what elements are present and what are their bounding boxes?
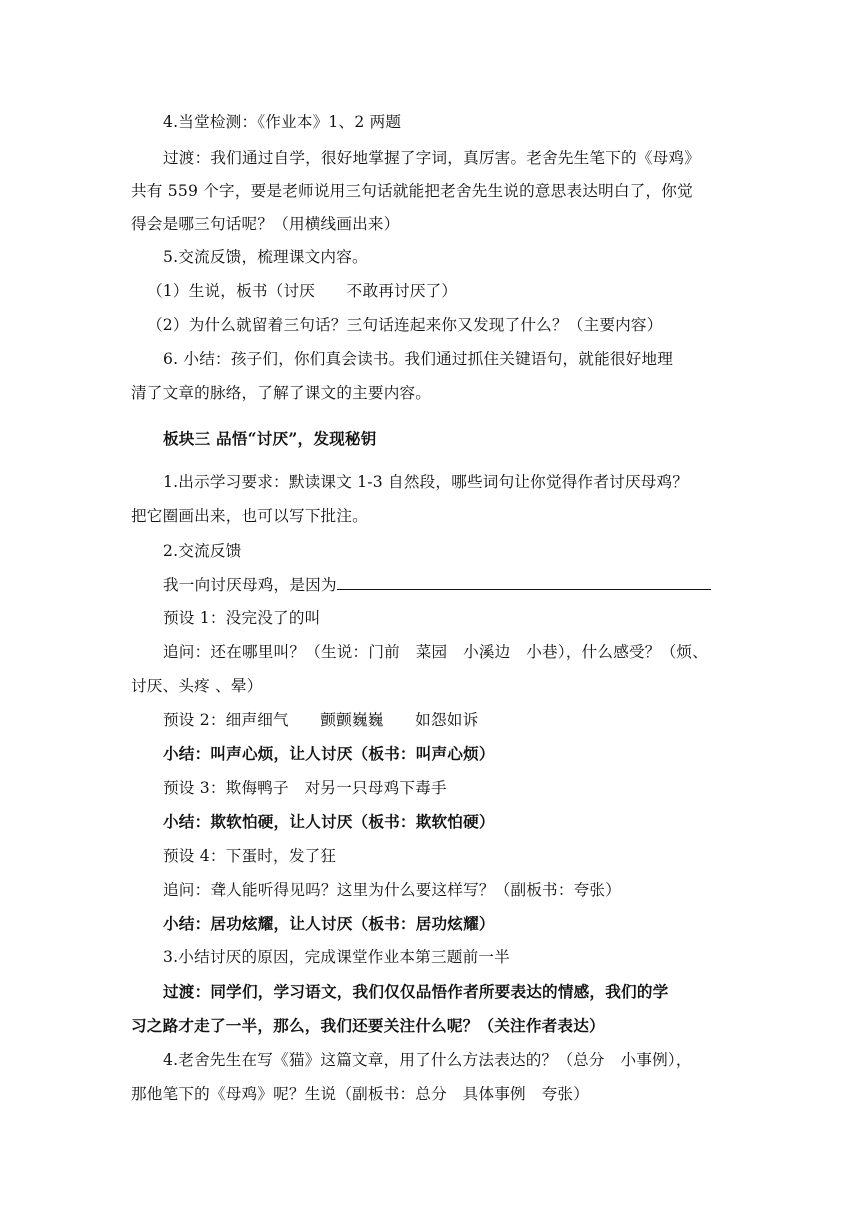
text-line: 4.当堂检测：《作业本》1、2 两题 bbox=[163, 113, 402, 131]
text-line: （1）生说，板书（讨厌 不敢再讨厌了） bbox=[147, 282, 458, 300]
text-line: 预设 4：下蛋时，发了狂 bbox=[163, 847, 337, 865]
text-line: 6. 小结：孩子们，你们真会读书。我们通过抓住关键语句，就能很好地理 bbox=[163, 350, 674, 368]
summary-line: 小结：叫声心烦，让人讨厌（板书：叫声心烦） bbox=[163, 744, 495, 763]
text-line: 3.小结讨厌的原因，完成课堂作业本第三题前一半 bbox=[163, 948, 510, 966]
text-line: 预设 3：欺侮鸭子 对另一只母鸡下毒手 bbox=[163, 779, 447, 797]
text-line: 4.老舍先生在写《猫》这篇文章，用了什么方法表达的？（总分 小事例）， bbox=[163, 1051, 692, 1069]
transition-line: 习之路才走了一半，那么，我们还要关注什么呢？（关注作者表达） bbox=[131, 1016, 605, 1035]
text-line: 那他笔下的《母鸡》呢？生说（副板书：总分 具体事例 夸张） bbox=[131, 1085, 590, 1103]
transition-line: 过渡：同学们，学习语文，我们仅仅品悟作者所要表达的情感，我们的学 bbox=[163, 982, 669, 1001]
text-line: 预设 2：细声细气 颤颤巍巍 如怨如诉 bbox=[163, 711, 479, 729]
text-line: 共有 559 个字，要是老师说用三句话就能把老舍先生说的意思表达明白了，你觉 bbox=[131, 182, 693, 200]
fill-in-prompt: 我一向讨厌母鸡，是因为 bbox=[163, 576, 337, 594]
text-line: 把它圈画出来，也可以写下批注。 bbox=[131, 507, 368, 525]
text-line: 追问：还在哪里叫？（生说：门前 菜园 小溪边 小巷），什么感受？（烦、 bbox=[163, 643, 708, 661]
text-line: 2.交流反馈 bbox=[163, 542, 242, 560]
text-line: （2）为什么就留着三句话？三句话连起来你又发现了什么？（主要内容） bbox=[147, 316, 663, 334]
answer-blank bbox=[337, 573, 711, 590]
text-line: 预设 1：没完没了的叫 bbox=[163, 609, 321, 627]
text-line: 追问：聋人能听得见吗？这里为什么要这样写？（副板书：夸张） bbox=[163, 881, 622, 899]
text-line: 过渡：我们通过自学，很好地掌握了字词，真厉害。老舍先生笔下的《母鸡》 bbox=[163, 149, 700, 167]
text-line: 1.出示学习要求：默读课文 1-3 自然段，哪些词句让你觉得作者讨厌母鸡？ bbox=[163, 473, 689, 491]
text-line: 得会是哪三句话呢？（用横线画出来） bbox=[131, 215, 400, 233]
summary-line: 小结：欺软怕硬，让人讨厌（板书：欺软怕硬） bbox=[163, 812, 495, 831]
text-line: 清了文章的脉络，了解了课文的主要内容。 bbox=[131, 384, 432, 402]
text-line: 讨厌、头疼 、晕） bbox=[131, 677, 263, 695]
section-heading: 板块三 品悟“讨厌”，发现秘钥 bbox=[163, 429, 377, 448]
text-line: 5.交流反馈，梳理课文内容。 bbox=[163, 248, 368, 266]
summary-line: 小结：居功炫耀，让人讨厌（板书：居功炫耀） bbox=[163, 914, 495, 933]
fill-in-line bbox=[163, 573, 711, 596]
